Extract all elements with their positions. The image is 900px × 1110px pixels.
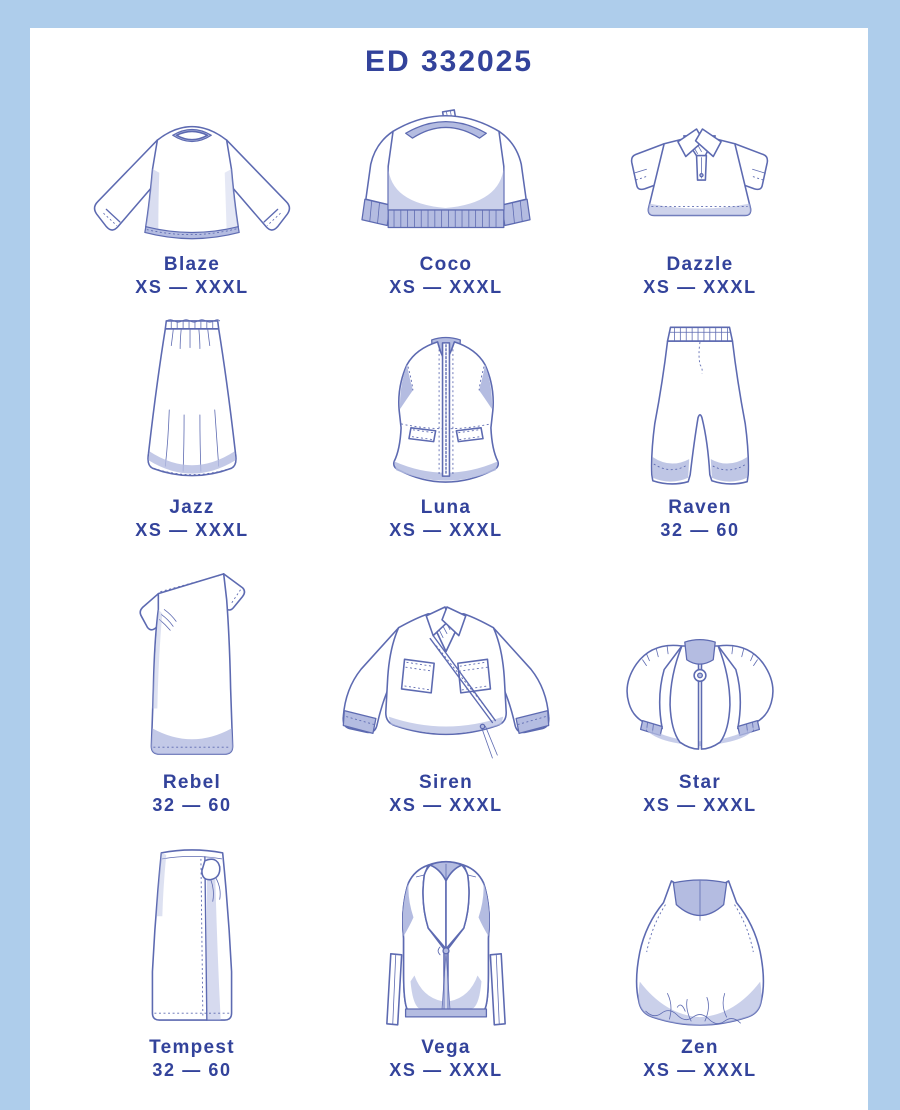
bolero-illustration	[619, 636, 781, 762]
dress-illustration	[134, 560, 250, 762]
pattern-size-range: XS — XXXL	[135, 520, 249, 540]
wrap-jacket-illustration	[337, 606, 555, 762]
pattern-card-luna	[319, 298, 573, 541]
pattern-card-siren	[319, 541, 573, 816]
pattern-name: Raven	[668, 497, 732, 518]
blazer-vest-illustration	[377, 855, 515, 1027]
gathered-skirt-illustration	[139, 315, 245, 487]
pattern-size-range: XS — XXXL	[389, 277, 503, 297]
pattern-card-vega	[319, 816, 573, 1081]
pattern-size-range: XS — XXXL	[643, 795, 757, 815]
pattern-name: Jazz	[169, 497, 215, 518]
pattern-name: Rebel	[162, 772, 222, 793]
pattern-size-range: XS — XXXL	[135, 277, 249, 297]
boxy-polo-illustration	[619, 124, 781, 244]
pattern-size-range: XS — XXXL	[389, 520, 503, 540]
pattern-size-range: 32 — 60	[660, 520, 740, 540]
pattern-card-coco	[319, 86, 573, 298]
pattern-card-raven	[573, 298, 827, 541]
pattern-name: Tempest	[149, 1037, 235, 1058]
pattern-card-jazz	[65, 298, 319, 541]
pattern-card-rebel	[65, 541, 319, 816]
pattern-name: Luna	[420, 497, 472, 518]
pattern-name: Siren	[418, 772, 474, 793]
pattern-size-range: XS — XXXL	[389, 1060, 503, 1080]
pattern-size-range: 32 — 60	[152, 795, 232, 815]
pattern-card-dazzle	[573, 86, 827, 298]
pattern-name: Star	[678, 772, 722, 793]
pattern-size-range: XS — XXXL	[643, 277, 757, 297]
pattern-card-zen	[573, 816, 827, 1081]
pants-illustration	[641, 321, 759, 487]
pattern-size-range: XS — XXXL	[643, 1060, 757, 1080]
pattern-size-range: 32 — 60	[152, 1060, 232, 1080]
pattern-size-range: XS — XXXL	[389, 795, 503, 815]
page-title: ED 332025	[364, 45, 534, 78]
pattern-card-star	[573, 541, 827, 816]
tank-top-illustration	[626, 877, 774, 1027]
pattern-card-tempest	[65, 816, 319, 1081]
pattern-name: Coco	[419, 254, 473, 275]
pattern-name: Vega	[421, 1037, 471, 1058]
pattern-name: Zen	[681, 1037, 719, 1058]
pattern-card-blaze	[65, 86, 319, 298]
wrap-skirt-illustration	[143, 843, 241, 1027]
sweatshirt-illustration	[360, 108, 532, 244]
zip-vest-illustration	[384, 335, 508, 487]
pattern-name: Dazzle	[666, 254, 734, 275]
pattern-grid	[65, 86, 868, 1081]
long-sleeve-tee-illustration	[77, 117, 307, 244]
pattern-name: Blaze	[163, 254, 221, 275]
